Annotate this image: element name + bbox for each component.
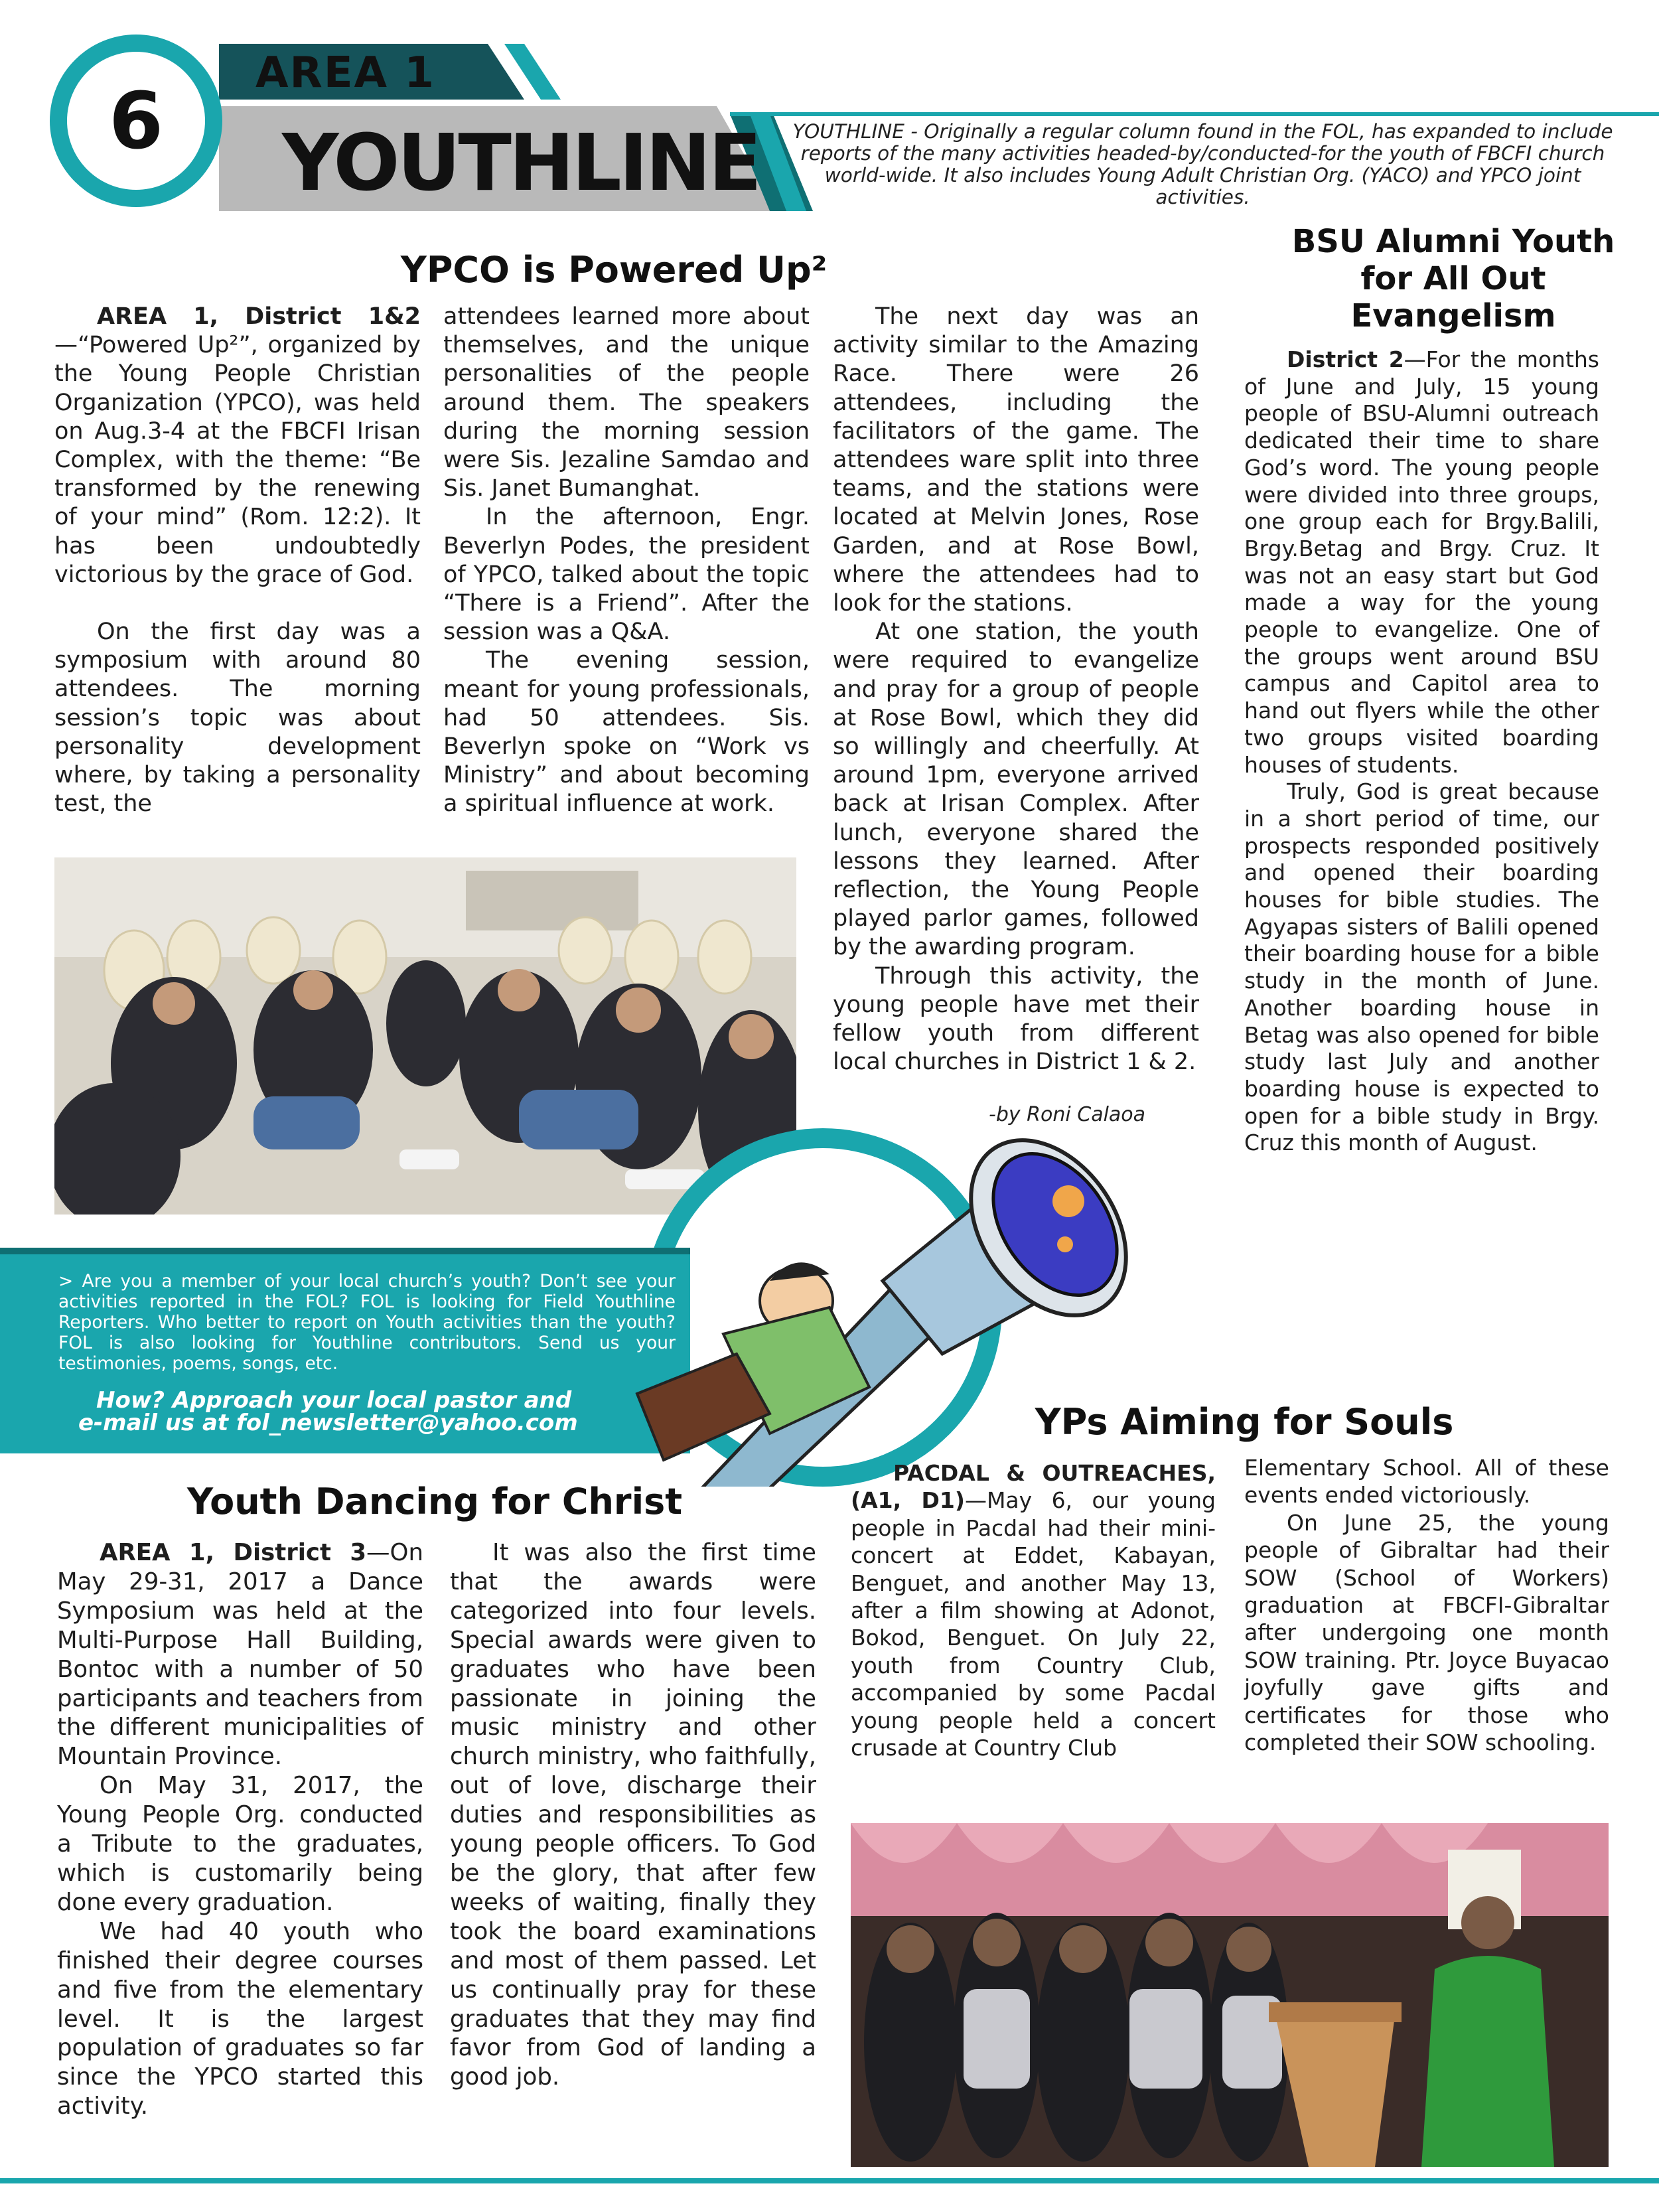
souls-photo-illustration bbox=[851, 1823, 1609, 2167]
area-label: AREA 1 bbox=[255, 48, 435, 98]
bsu-paragraph-1 bbox=[1244, 346, 1599, 778]
bsu-paragraph-2: Truly, God is great because in a short period of time, our prospects responded positively and opened their boarding houses for bible studies. The Agyapas sisters of Balili opened their boarding house for a bible study in the month of June. Another boarding house in Betag was also opened for bible study last July and another boarding house is expected to open for a bible study in Brgy. Cruz this month of August. bbox=[1244, 778, 1599, 1156]
dancing-paragraph-2: On May 31, 2017, the Young People Org. conducted a Tribute to the graduates, which is customarily being done every graduation. bbox=[57, 1772, 423, 1916]
ypco-paragraph-2: On the first day was a symposium with around 80 attendees. The morning session’s topic was about personality development where, by taking a personality test, the bbox=[54, 619, 421, 818]
dancing-paragraph-1 bbox=[57, 1538, 423, 1771]
dancing-paragraph-3: We had 40 youth who finished their degree courses and five from the elementary level. It is the largest population of graduates so far since the YPCO started this activity. bbox=[57, 1917, 423, 2120]
dancing-column-2 bbox=[450, 1538, 816, 2092]
bsu-lead: District 2 bbox=[1287, 346, 1404, 372]
callout-email[interactable]: e-mail us at fol_newsletter@yahoo.com bbox=[78, 1410, 578, 1436]
ypco-byline: -by Roni Calaoa bbox=[989, 1103, 1146, 1126]
dancing-p1-text: —On May 29-31, 2017 a Dance Symposium was held at the Multi-Purpose Hall Building, Bontoc with a number of 50 participants and teachers from the different municipalities of Mountain Province. bbox=[57, 1539, 423, 1771]
dancing-lead: AREA 1, District 3 bbox=[100, 1539, 367, 1566]
ypco-lead: AREA 1, District 1&2 bbox=[97, 303, 421, 330]
souls-paragraph-1 bbox=[851, 1459, 1216, 1761]
bsu-headline: BSU Alumni Youth for All Out Evangelism bbox=[1291, 223, 1615, 334]
callout-how-line-1: How? Approach your local pastor and bbox=[96, 1387, 572, 1414]
ypco-paragraph-7: At one station, the youth were required to evangelize and pray for a group of people at Rose Bowl, which they did so willingly and cheerfully. At around 1pm, everyone arrived back at Irisan Complex. After lunch, everyone shared the lessons they learned. After reflection, the Young People played parlor games, followed by the awarding program. bbox=[833, 619, 1199, 961]
ypco-paragraph-8: Through this activity, the young people have met their fellow youth from different local churches in District 1 & 2. bbox=[833, 962, 1199, 1076]
ypco-paragraph-5: The evening session, meant for young professionals, had 50 attendees. Sis. Beverlyn spoke on “Work vs Ministry” and about becoming a spiritual influence at work. bbox=[443, 647, 810, 818]
ypco-column-2 bbox=[443, 303, 810, 819]
header bbox=[0, 0, 1659, 219]
page-number: 6 bbox=[108, 75, 164, 167]
callout-text: > Are you a member of your local church’s youth? Don’t see your activities reported in the FOL? FOL is looking for Field Youthline Reporters. Who better to report on Youth activities than the youth? FOL is also looking for Youthline contributors. Send us your testimonies, poems, songs, etc. bbox=[58, 1271, 676, 1374]
souls-column-1 bbox=[851, 1459, 1216, 1761]
souls-lead: PACDAL & OUTREACHES, (A1, D1) bbox=[851, 1460, 1216, 1514]
callout-band-edge bbox=[0, 1248, 690, 1254]
ypco-column-3 bbox=[833, 303, 1199, 1076]
dancing-column-1 bbox=[57, 1538, 423, 2121]
souls-p1-text: —May 6, our young people in Pacdal had their mini-concert at Eddet, Kabayan, Benguet, and another May 13, after a film showing at Adonot, Bokod, Benguet. On July 22, youth from Country Club, accompanied by some Pacdal young people held a concert crusade at Country Club bbox=[851, 1487, 1216, 1761]
ypco-paragraph-6: The next day was an activity similar to the Amazing Race. There were 26 attendees, including the facilitators of the game. The attendees ware split into three teams, and the stations were located at Melvin Jones, Rose Garden, and at Rose Bowl, where the attendees had to look for the stations. bbox=[833, 303, 1199, 617]
souls-photo bbox=[851, 1823, 1609, 2167]
header-description: YOUTHLINE - Originally a regular column found in the FOL, has expanded to include reports of the many activities headed-by/conducted-for the youth of FBCFI church world-wide. It also includes Young Adult Christian Org. (YACO) and YPCO joint activities. bbox=[792, 120, 1613, 208]
ypco-paragraph-1 bbox=[54, 303, 421, 589]
ypco-p1-text: —“Powered Up²”, organized by the Young People Christian Organization (YPCO), was held on Aug.3-4 at the FBCFI Irisan Complex, with the theme: “Be transformed by the renewing of your mind” (Rom. 12:2). It has been undoubtedly victorious by the grace of God. bbox=[54, 332, 421, 588]
souls-paragraph-2: Elementary School. All of these events ended victoriously. bbox=[1244, 1455, 1609, 1509]
ypco-column-1 bbox=[54, 303, 421, 818]
bsu-column bbox=[1244, 346, 1599, 1157]
dancing-paragraph-4: It was also the first time that the awards were categorized into four levels. Special awards were given to graduates who have been passionate in joining the music ministry and other church ministry, who faithfully, out of love, discharge their duties and responsibilities as young people officers. To God be the glory, that after few weeks of waiting, finally they took the board examinations and most of them passed. Let us continually pray for these graduates that they may find favor from God of landing a good job. bbox=[450, 1539, 816, 2091]
bsu-p1-text: —For the months of June and July, 15 young people of BSU-Alumni outreach dedicated their time to share God’s word. The young people were divided into three groups, one group each for Brgy.Balili, Brgy.Betag and Brgy. Cruz. It was not an easy start but God made a way for the young people to evangelize. One of the groups went around BSU campus and Capitol area to hand out flyers while the other two groups visited boarding houses of students. bbox=[1244, 346, 1600, 778]
section-title: YOUTHLINE bbox=[282, 117, 760, 208]
footer-rule bbox=[0, 2178, 1659, 2183]
souls-paragraph-3: On June 25, the young people of Gibraltar had their SOW (School of Workers) graduation at FBCFI-Gibraltar after undergoing one month SOW training. Ptr. Joyce Buyacao joyfully gave gifts and certificates for those who completed their SOW schooling. bbox=[1244, 1509, 1609, 1756]
ypco-paragraph-3: attendees learned more about themselves, and the unique personalities of the people around them. The speakers during the morning session were Sis. Jezaline Samdao and Sis. Janet Bumanghat. bbox=[443, 303, 810, 502]
souls-headline: YPs Aiming for Souls bbox=[1035, 1401, 1454, 1443]
ypco-headline: YPCO is Powered Up² bbox=[400, 249, 828, 291]
ypco-paragraph-4: In the afternoon, Engr. Beverlyn Podes, the president of YPCO, talked about the topic “There is a Friend”. After the session was a Q&A. bbox=[443, 504, 810, 646]
dancing-headline: Youth Dancing for Christ bbox=[186, 1481, 683, 1522]
souls-column-2 bbox=[1244, 1454, 1609, 1756]
